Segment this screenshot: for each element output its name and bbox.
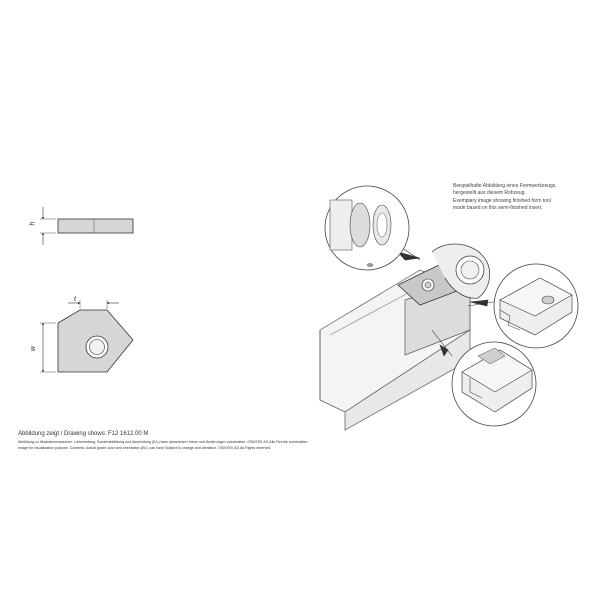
callout-text	[453, 183, 557, 212]
dimension-label-h: h	[29, 221, 37, 226]
callout-line: Beispielhafte Abbildung eines Formwerkzeugs,	[453, 183, 557, 189]
mounted-insert	[398, 244, 490, 305]
detail-circle-2	[494, 264, 578, 348]
detail-circle-3	[452, 342, 536, 426]
insert-top-view	[40, 300, 133, 372]
callout-line: hergestellt aus diesem Rohzeug.	[453, 190, 526, 197]
callout-line: made based on this semi-finished insert.	[453, 204, 543, 211]
dimension-label-t: t	[74, 296, 76, 303]
insert-side-view	[40, 207, 133, 245]
disclaimer-de: Abbildung zu Illustrationszwecken. Lieferumfang, Sonderabbildung und Ausrichtung (E/L) kann abweichen! Irrtum und Änderungen vorbehalten. OSMTEK AG Alle Rechte vorbehalten.	[18, 440, 309, 444]
drawing-shows-label: Abbildung zeigt / Drawing shows: F12 1612.00 M	[18, 431, 149, 437]
detail-circle-1	[325, 186, 409, 270]
disclaimer-en: Image for visualization purpose. Contents, Actual grade color and orientation (E/L) can vary! Subject to change and deviation. OSMTEK AG All Rights reserved.	[18, 446, 272, 450]
dimension-label-w: w	[30, 345, 38, 352]
callout-line: Exemplary image showing finished form tool	[453, 197, 551, 204]
